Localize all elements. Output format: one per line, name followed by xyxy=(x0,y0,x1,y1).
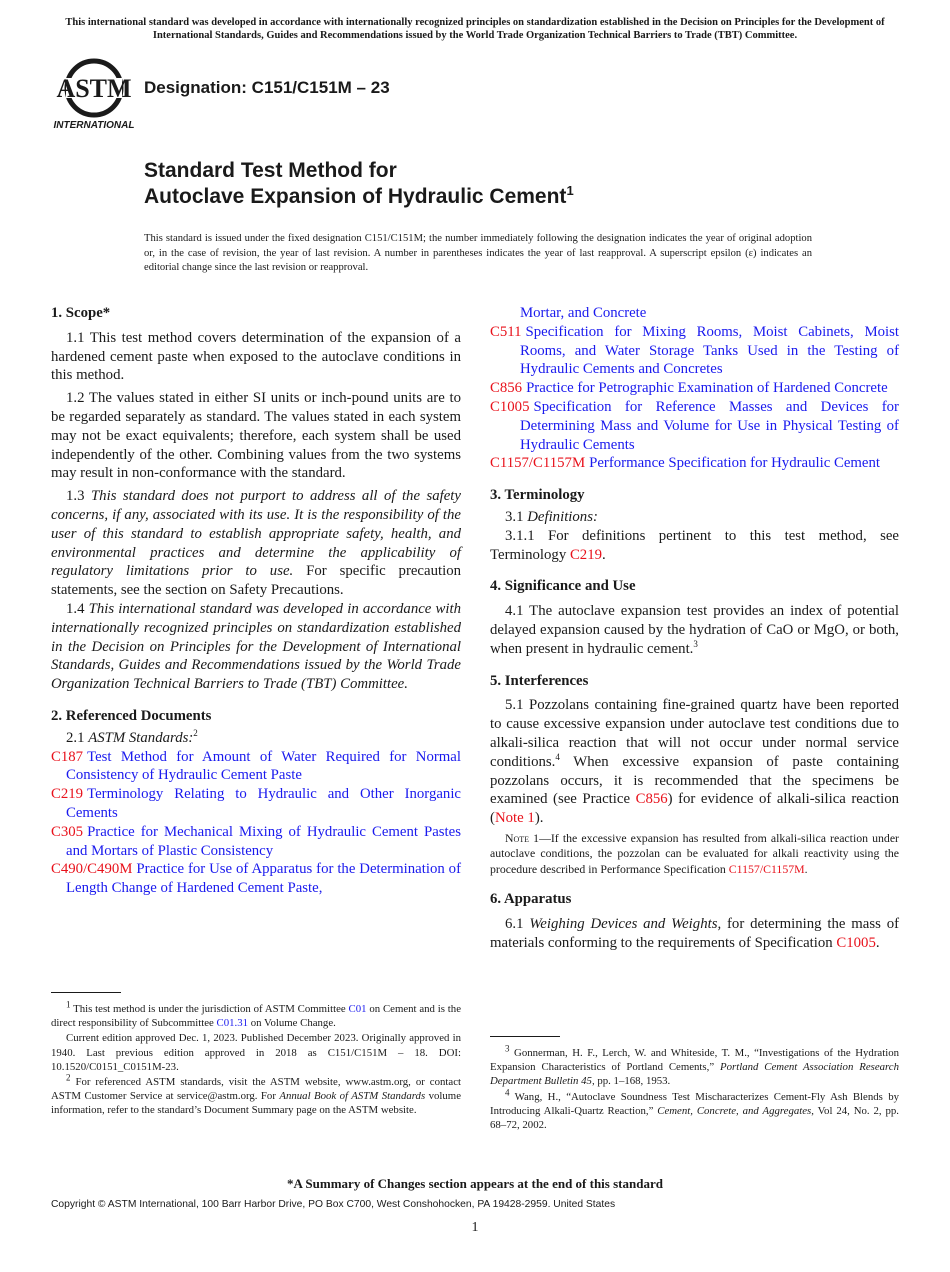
para-2-1-label: ASTM Standards: xyxy=(88,729,194,746)
link-c219[interactable]: C219 xyxy=(569,546,603,563)
footnote-3-text-a: Gonnerman, H. F., Lerch, W. and Whiteside, T. M., “Investigations of the Hydration Expansion Characteristics of Portland Cements,” xyxy=(490,1047,899,1074)
note-1-end: . xyxy=(804,861,808,876)
footnote-1-mark: 1 xyxy=(66,999,71,1010)
reference-c305[interactable] xyxy=(51,823,461,861)
reference-code[interactable]: C1005 xyxy=(490,398,530,415)
footnote-4-text-b: , Vol 24, No. 2, pp. 68–72, 2002. xyxy=(490,1104,899,1132)
para-5-1-text-b: When excessive expansion of paste containing pozzolans occurs, it is recommended that the specimens be examined (see Practice xyxy=(490,753,899,808)
footnote-1-text-a: This test method is under the jurisdiction of ASTM Committee xyxy=(73,1003,346,1015)
footnote-3-mark: 3 xyxy=(505,1043,510,1054)
reference-code[interactable]: C490/C490M xyxy=(51,861,133,878)
para-6-1-text: for determining the mass of materials conforming to the requirements of Specification xyxy=(490,916,900,952)
footnote-divider-left xyxy=(51,992,121,993)
para-1-3-rest: For specific precaution statements, see the section on Safety Precautions. xyxy=(51,563,461,599)
title-line-2: Autoclave Expansion of Hydraulic Cement xyxy=(144,185,567,208)
reference-title[interactable]: Practice for Petrographic Examination of Hardened Concrete xyxy=(526,380,888,397)
reference-code[interactable]: C1157/C1157M xyxy=(490,455,586,472)
note-1-text: —If the excessive expansion has resulted from alkali-silica reaction under autoclave conditions, the pozzolan can be evaluated for alkali reactivity using the procedure described in Performance Specification xyxy=(490,830,899,876)
para-5-1 xyxy=(490,696,899,828)
footnote-3 xyxy=(490,1043,899,1089)
reference-code[interactable]: C856 xyxy=(490,380,523,397)
section-5-heading: 5. Interferences xyxy=(490,672,589,689)
para-3-1-1-end: . xyxy=(602,546,606,563)
copyright: Copyright © ASTM International, 100 Barr Harbor Drive, PO Box C700, West Conshohocken, PA 19428-2959. United States xyxy=(51,1199,616,1210)
para-3-1-1 xyxy=(490,527,899,565)
reference-title[interactable]: Practice for Use of Apparatus for the Determination of Length Change of Hardened Cement Paste, xyxy=(66,861,461,897)
para-3-1-num: 3.1 xyxy=(505,508,524,525)
logo-text: INTERNATIONAL xyxy=(53,120,135,131)
link-note-1[interactable]: Note 1 xyxy=(494,810,535,827)
reference-c1005[interactable] xyxy=(490,398,899,454)
astm-logo-icon xyxy=(52,56,136,132)
reference-code[interactable]: C305 xyxy=(51,823,84,840)
section-2-heading: 2. Referenced Documents xyxy=(51,707,212,724)
designation: Designation: C151/C151M – 23 xyxy=(144,78,390,97)
para-5-1-text-d: ). xyxy=(534,810,544,827)
note-1-label: Note 1 xyxy=(505,830,540,845)
para-2-1 xyxy=(51,729,461,748)
link-c1157[interactable]: C1157/C1157M xyxy=(728,861,805,876)
footnote-2 xyxy=(51,1072,461,1118)
link-c01[interactable]: C01 xyxy=(348,1003,367,1015)
footnote-divider-right xyxy=(490,1036,560,1037)
footnotes-right xyxy=(490,1043,899,1132)
para-3-1 xyxy=(490,508,899,527)
title-footnote-mark: 1 xyxy=(566,183,574,198)
para-1-3-italic: This standard does not purport to address all of the safety concerns, if any, associated with its use. It is the responsibility of the user of this standard to establish appropriate safety, health, and environmental practices and determine the applicability of regulatory limitations prior to use. xyxy=(51,488,461,580)
para-1-4-italic: This international standard was developed in accordance with internationally recognized principles on standardization established in the Decision on Principles for the Development of International Standards, Guides and Recommendations issued by the World Trade Organization Technical Barriers to Trade (TBT) Committee. xyxy=(51,600,461,693)
footnote-mark-4: 4 xyxy=(555,751,560,762)
title-line-1: Standard Test Method for xyxy=(144,159,397,182)
section-1-heading: 1. Scope* xyxy=(51,305,111,321)
link-c1005[interactable]: C1005 xyxy=(836,935,876,952)
footnote-1-text-b: on Cement and is the direct responsibility of Subcommittee xyxy=(51,1003,461,1030)
footnote-4 xyxy=(490,1087,899,1133)
reference-c490[interactable] xyxy=(51,860,461,898)
para-3-1-label: Definitions: xyxy=(527,508,598,525)
logo-mark-text: ASTM xyxy=(56,74,132,103)
section-3-heading: 3. Terminology xyxy=(490,487,585,504)
reference-title[interactable]: Specification for Mixing Rooms, Moist Cabinets, Moist Rooms, and Water Storage Tanks Used in the Testing of Hydraulic Cements and Concretes xyxy=(520,323,899,378)
link-c01-31[interactable]: C01.31 xyxy=(216,1017,249,1030)
para-6-1-end: . xyxy=(875,935,880,952)
footnote-2-text-a: For referenced ASTM standards, visit the ASTM website, www.astm.org, or contact ASTM Customer Service at service@astm.org. For xyxy=(51,1076,461,1103)
para-4-1 xyxy=(490,602,899,658)
reference-title[interactable]: Terminology Relating to Hydraulic and Other Inorganic Cements xyxy=(66,786,461,821)
link-c856[interactable]: C856 xyxy=(635,791,668,808)
page-number: 1 xyxy=(471,1220,479,1235)
para-1-4 xyxy=(51,600,461,694)
footnote-mark-3: 3 xyxy=(693,638,698,649)
reference-c1157[interactable] xyxy=(490,454,899,473)
footnote-2-italic: Annual Book of ASTM Standards xyxy=(279,1090,426,1103)
reference-title[interactable]: Specification for Reference Masses and Devices for Determining Mass and Volume for Use in Physical Testing of Hydraulic Cements xyxy=(520,398,899,453)
right-column xyxy=(490,304,899,953)
reference-c490-continued[interactable]: Mortar, and Concrete xyxy=(520,305,647,321)
reference-code[interactable]: C219 xyxy=(51,786,84,803)
para-1-3 xyxy=(51,487,461,600)
issue-note: This standard is issued under the fixed designation C151/C151M; the number immediately following the designation indicates the year of original adoption or, in the case of revision, the year of last revision. A number in parentheses indicates the year of last reapproval. A superscript epsilon (ε) indicates an editorial change since the last revision or reapproval. xyxy=(144,233,812,273)
reference-title[interactable]: Practice for Mechanical Mixing of Hydraulic Cement Pastes and Mortars of Plastic Consistency xyxy=(66,823,461,859)
footnote-4-mark: 4 xyxy=(505,1087,510,1098)
footnote-3-italic: Portland Cement Association Research Department Bulletin 45, xyxy=(490,1061,899,1088)
para-6-1-num: 6.1 xyxy=(505,916,524,933)
reference-c219[interactable] xyxy=(51,785,461,823)
footnotes-left xyxy=(51,999,461,1118)
footnote-2-text-b: volume information, refer to the standard’s Document Summary page on the ASTM website. xyxy=(51,1090,461,1117)
para-1-3-num: 1.3 xyxy=(66,488,85,505)
section-6-heading: 6. Apparatus xyxy=(490,891,572,908)
footnote-1 xyxy=(51,999,461,1030)
para-2-1-num: 2.1 xyxy=(66,729,85,746)
reference-title[interactable]: Performance Specification for Hydraulic Cement xyxy=(589,455,881,472)
astm-international-logo xyxy=(52,56,136,132)
para-2-1-mark: 2 xyxy=(193,727,198,738)
reference-code[interactable]: C187 xyxy=(51,748,84,765)
para-3-1-1-text: 3.1.1 For definitions pertinent to this test method, see Terminology xyxy=(490,527,899,563)
footnote-4-text-a: Wang, H., “Autoclave Soundness Test Mischaracterizes Cement-Fly Ash Blends by Introducing Alkali-Quartz Reaction,” xyxy=(490,1090,899,1117)
footnote-1-approval: Current edition approved Dec. 1, 2023. Published December 2023. Originally approved in 1940. Last previous edition approved in 2018 as C151/C151M – 18. DOI: 10.1520/C0151_C0151M-23. xyxy=(51,1032,461,1073)
summary-of-changes-note: *A Summary of Changes section appears at the end of this standard xyxy=(287,1176,663,1191)
para-5-1-text-a: 5.1 Pozzolans containing fine-grained quartz have been reported to cause excessive expansion under autoclave test conditions due to alkali-silica reaction that will not occur under normal service conditions. xyxy=(490,697,899,770)
para-4-1-text: 4.1 The autoclave expansion test provides an index of potential delayed expansion caused by the hydration of CaO or MgO, or both, when present in hydraulic cement. xyxy=(490,603,899,657)
footnote-1-text-c: on Volume Change. xyxy=(250,1017,336,1030)
reference-c187[interactable] xyxy=(51,748,461,786)
section-4-heading: 4. Significance and Use xyxy=(490,578,636,595)
reference-code[interactable]: C511 xyxy=(490,323,522,340)
para-6-1-italic: Weighing Devices and Weights, xyxy=(529,916,722,933)
footnote-4-italic: Cement, Concrete, and Aggregates xyxy=(657,1104,812,1117)
page-title xyxy=(144,158,574,210)
reference-title[interactable]: Test Method for Amount of Water Required for Normal Consistency of Hydraulic Cement Paste xyxy=(66,748,461,784)
reference-c511[interactable] xyxy=(490,323,899,379)
reference-c856[interactable] xyxy=(490,379,899,398)
para-1-1: 1.1 This test method covers determination of the expansion of a hardened cement paste when exposed to the autoclave conditions in this method. xyxy=(51,329,461,384)
para-5-1-text-c: ) for evidence of alkali-silica reaction ( xyxy=(490,791,900,827)
para-6-1 xyxy=(490,915,899,953)
footnote-2-mark: 2 xyxy=(66,1072,71,1083)
footnote-3-text-b: pp. 1–168, 1953. xyxy=(597,1075,671,1088)
para-1-4-num: 1.4 xyxy=(66,600,85,617)
para-1-2: 1.2 The values stated in either SI units or inch-pound units are to be regarded separately as standard. The values stated in each system may not be exact equivalents; therefore, each system shall be used independently of the other. Combining values from the two systems may result in non-conformance with the standard. xyxy=(51,390,461,482)
left-column xyxy=(51,304,461,898)
note-1 xyxy=(490,831,899,878)
top-notice: This international standard was developed in accordance with internationally recognized principles on standardization established in the Decision on Principles for the Development of International Standards, Guides and Recommendations issued by the World Trade Organization Technical Barriers to Trade (TBT) Committee. xyxy=(65,17,885,41)
